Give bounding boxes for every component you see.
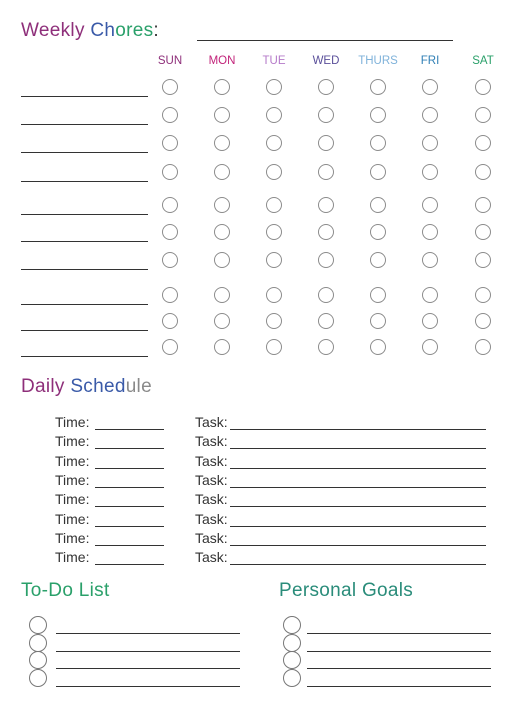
chore-checkbox[interactable]	[422, 224, 438, 240]
todo-item-checkbox[interactable]	[29, 651, 47, 669]
chore-checkbox[interactable]	[214, 135, 230, 151]
chore-checkbox[interactable]	[422, 252, 438, 268]
chore-checkbox[interactable]	[318, 79, 334, 95]
chore-checkbox[interactable]	[318, 224, 334, 240]
chore-checkbox[interactable]	[162, 287, 178, 303]
chore-checkbox[interactable]	[318, 164, 334, 180]
daily-schedule-title	[21, 376, 152, 398]
todo-list-title: To-Do List	[21, 580, 110, 601]
chore-name-line[interactable]	[21, 356, 148, 357]
chore-checkbox[interactable]	[162, 79, 178, 95]
daily-schedule-title-part: Daily	[21, 376, 71, 397]
time-label: Time:	[55, 510, 90, 527]
chore-checkbox[interactable]	[370, 224, 386, 240]
chore-checkbox[interactable]	[475, 135, 491, 151]
todo-item-line[interactable]	[56, 668, 240, 669]
chore-checkbox[interactable]	[370, 252, 386, 268]
chore-checkbox[interactable]	[214, 224, 230, 240]
chore-checkbox[interactable]	[162, 252, 178, 268]
weekly-chores-title-part: Weekly	[21, 20, 91, 41]
weekly-chores-title	[21, 20, 159, 42]
chore-name-line[interactable]	[21, 269, 148, 270]
task-label: Task:	[195, 433, 228, 450]
chore-checkbox[interactable]	[266, 287, 282, 303]
chore-checkbox[interactable]	[318, 313, 334, 329]
chore-checkbox[interactable]	[214, 197, 230, 213]
chore-checkbox[interactable]	[422, 107, 438, 123]
chore-checkbox[interactable]	[370, 135, 386, 151]
time-label: Time:	[55, 471, 90, 488]
chore-checkbox[interactable]	[266, 252, 282, 268]
time-line[interactable]	[95, 429, 164, 430]
chore-checkbox[interactable]	[266, 79, 282, 95]
task-line[interactable]	[230, 564, 486, 565]
time-line[interactable]	[95, 468, 164, 469]
task-line[interactable]	[230, 526, 486, 527]
time-label: Time:	[55, 414, 90, 430]
chore-checkbox[interactable]	[214, 339, 230, 355]
task-line[interactable]	[230, 545, 486, 546]
time-line[interactable]	[95, 564, 164, 565]
chore-checkbox[interactable]	[422, 287, 438, 303]
task-label: Task:	[195, 549, 228, 566]
chore-checkbox[interactable]	[162, 107, 178, 123]
chore-checkbox[interactable]	[162, 313, 178, 329]
time-line[interactable]	[95, 526, 164, 527]
personal-goals-title: Personal Goals	[279, 580, 414, 601]
chore-checkbox[interactable]	[475, 79, 491, 95]
chore-name-line[interactable]	[21, 241, 148, 242]
chore-checkbox[interactable]	[422, 197, 438, 213]
weekly-chores-title-part: Ch	[90, 20, 116, 41]
chore-checkbox[interactable]	[318, 197, 334, 213]
chore-checkbox[interactable]	[370, 313, 386, 329]
goal-item-checkbox[interactable]	[283, 634, 301, 652]
todo-item-line[interactable]	[56, 651, 240, 652]
task-label: Task:	[195, 414, 228, 430]
chore-checkbox[interactable]	[475, 252, 491, 268]
day-header-sat: SAT	[472, 55, 494, 67]
chore-checkbox[interactable]	[318, 107, 334, 123]
chore-name-line[interactable]	[21, 330, 148, 331]
chore-checkbox[interactable]	[475, 287, 491, 303]
chore-checkbox[interactable]	[422, 135, 438, 151]
goal-item-checkbox[interactable]	[283, 651, 301, 669]
time-label: Time:	[55, 433, 90, 450]
chore-checkbox[interactable]	[475, 313, 491, 329]
chore-checkbox[interactable]	[266, 135, 282, 151]
day-header-sun: SUN	[157, 55, 183, 67]
chore-checkbox[interactable]	[422, 79, 438, 95]
goal-item-line[interactable]	[307, 633, 491, 634]
chore-checkbox[interactable]	[422, 164, 438, 180]
chore-checkbox[interactable]	[214, 107, 230, 123]
chore-checkbox[interactable]	[162, 135, 178, 151]
chore-checkbox[interactable]	[162, 224, 178, 240]
chore-checkbox[interactable]	[475, 164, 491, 180]
day-header-fri: FRI	[420, 55, 440, 67]
chore-checkbox[interactable]	[475, 339, 491, 355]
chore-checkbox[interactable]	[318, 287, 334, 303]
chore-name-line[interactable]	[21, 124, 148, 125]
weekly-chores-title-part: ores	[115, 20, 154, 41]
time-line[interactable]	[95, 487, 164, 488]
chore-checkbox[interactable]	[266, 197, 282, 213]
todo-item-line[interactable]	[56, 686, 240, 687]
chore-checkbox[interactable]	[370, 107, 386, 123]
day-header-mon: MON	[208, 55, 236, 67]
chore-checkbox[interactable]	[214, 164, 230, 180]
daily-schedule-title-part: Sched	[70, 376, 126, 397]
chore-checkbox[interactable]	[370, 287, 386, 303]
todo-item-checkbox[interactable]	[29, 634, 47, 652]
chore-checkbox[interactable]	[475, 107, 491, 123]
chore-checkbox[interactable]	[214, 79, 230, 95]
chore-name-line[interactable]	[21, 214, 148, 215]
chore-checkbox[interactable]	[266, 313, 282, 329]
chore-checkbox[interactable]	[162, 164, 178, 180]
chore-checkbox[interactable]	[475, 197, 491, 213]
todo-item-line[interactable]	[56, 633, 240, 634]
chore-checkbox[interactable]	[214, 313, 230, 329]
task-label: Task:	[195, 529, 228, 546]
todo-item-checkbox[interactable]	[29, 616, 47, 634]
time-label: Time:	[55, 491, 90, 508]
task-line[interactable]	[230, 468, 486, 469]
time-label: Time:	[55, 529, 90, 546]
chore-checkbox[interactable]	[422, 339, 438, 355]
task-line[interactable]	[230, 487, 486, 488]
chore-checkbox[interactable]	[370, 164, 386, 180]
chore-checkbox[interactable]	[318, 252, 334, 268]
chore-name-line[interactable]	[21, 96, 148, 97]
chore-checkbox[interactable]	[370, 79, 386, 95]
goal-item-checkbox[interactable]	[283, 669, 301, 687]
goal-item-line[interactable]	[307, 651, 491, 652]
todo-item-checkbox[interactable]	[29, 669, 47, 687]
task-label: Task:	[195, 452, 228, 469]
time-label: Time:	[55, 452, 90, 469]
chore-checkbox[interactable]	[266, 224, 282, 240]
chore-checkbox[interactable]	[370, 339, 386, 355]
weekly-chores-name-line[interactable]	[197, 40, 453, 41]
chore-checkbox[interactable]	[266, 107, 282, 123]
chore-checkbox[interactable]	[162, 197, 178, 213]
task-line[interactable]	[230, 429, 486, 430]
day-header-wed: WED	[312, 55, 340, 67]
task-label: Task:	[195, 491, 228, 508]
chore-checkbox[interactable]	[475, 224, 491, 240]
time-line[interactable]	[95, 545, 164, 546]
chore-name-line[interactable]	[21, 181, 148, 182]
chore-checkbox[interactable]	[214, 287, 230, 303]
chore-checkbox[interactable]	[370, 197, 386, 213]
chore-checkbox[interactable]	[214, 252, 230, 268]
time-label: Time:	[55, 549, 90, 566]
time-line[interactable]	[95, 448, 164, 449]
task-label: Task:	[195, 471, 228, 488]
chore-name-line[interactable]	[21, 304, 148, 305]
daily-schedule-title-part: ule	[125, 376, 152, 397]
chore-checkbox[interactable]	[318, 339, 334, 355]
weekly-chores-title-part: :	[153, 20, 159, 41]
chore-name-line[interactable]	[21, 152, 148, 153]
day-header-thurs: THURS	[358, 55, 398, 67]
goal-item-checkbox[interactable]	[283, 616, 301, 634]
chore-checkbox[interactable]	[266, 164, 282, 180]
chore-checkbox[interactable]	[162, 339, 178, 355]
task-line[interactable]	[230, 506, 486, 507]
time-line[interactable]	[95, 506, 164, 507]
chore-checkbox[interactable]	[266, 339, 282, 355]
goal-item-line[interactable]	[307, 668, 491, 669]
task-label: Task:	[195, 510, 228, 527]
goal-item-line[interactable]	[307, 686, 491, 687]
chore-checkbox[interactable]	[422, 313, 438, 329]
chore-checkbox[interactable]	[318, 135, 334, 151]
task-line[interactable]	[230, 448, 486, 449]
day-header-tue: TUE	[262, 55, 286, 67]
